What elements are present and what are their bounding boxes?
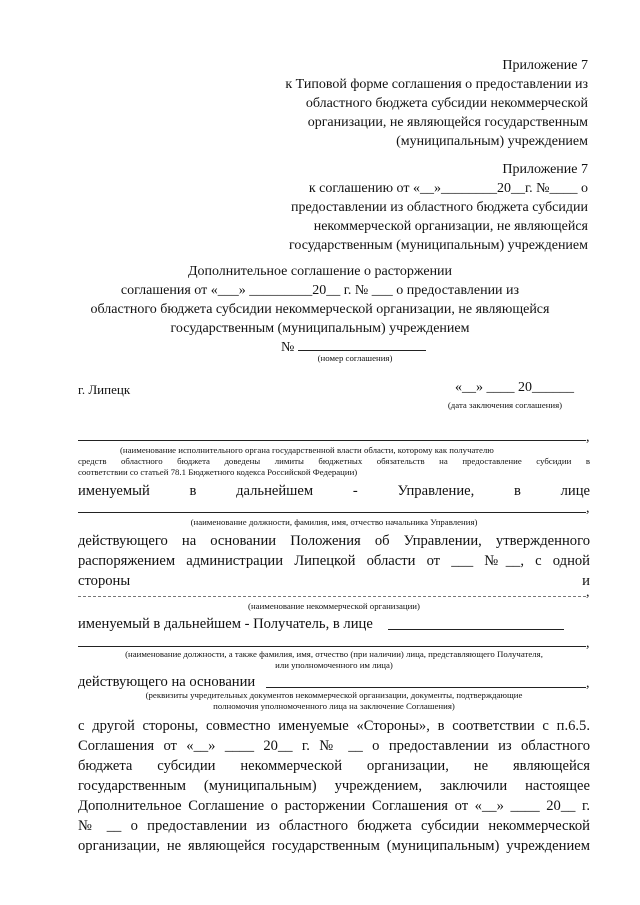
appendix-2-line: к соглашению от «__»________20__г. №____ о: [308, 181, 588, 196]
documents-caption-line: (реквизиты учредительных документов некоммерческой организации, документы, подтверждающие: [145, 690, 523, 700]
appendix-1-block: [285, 56, 588, 151]
appendix-2-line: государственным (муниципальным) учреждением: [289, 238, 588, 253]
head-name-field[interactable]: [78, 512, 586, 513]
named-upravlenie-line: именуемый в дальнейшем - Управление, в лице: [78, 483, 590, 499]
representative-name-field[interactable]: [78, 646, 586, 647]
final-paragraph-line: с другой стороны, совместно именуемые «Стороны», в соответствии с п.6.5.: [78, 718, 590, 734]
appendix-1-title: Приложение 7: [502, 58, 588, 73]
acting-basis-line: действующего на основании: [78, 674, 256, 690]
final-paragraph-line: № __ о предоставлении из областного бюджета субсидии некоммерческой: [78, 818, 590, 834]
trailing-comma: ,: [586, 430, 590, 445]
authority-caption-line: средств областного бюджета доведены лимиты бюджетных обязательств на предоставление субсидии в: [78, 456, 590, 466]
acting-line: действующего на основании Положения об Управлении, утвержденного: [78, 533, 590, 549]
organization-caption: (наименование некоммерческой организации): [248, 601, 420, 611]
appendix-2-block: [289, 160, 588, 255]
place-city: г. Липецк: [78, 382, 131, 397]
authority-caption-line: (наименование исполнительного органа государственной власти области, которому как получателю: [120, 445, 494, 455]
acting-line: стороны и: [78, 573, 590, 589]
named-recipient-line: именуемый в дальнейшем - Получатель, в лице: [78, 616, 373, 632]
appendix-1-line: организации, не являющейся государственным: [307, 115, 588, 130]
trailing-comma: ,: [586, 636, 590, 651]
appendix-1-line: (муниципальным) учреждением: [396, 134, 588, 149]
basis-documents-field[interactable]: [266, 687, 586, 688]
heading-line: соглашения от «___» _________20__ г. № ___ о предоставлении из: [120, 283, 520, 298]
final-paragraph-line: Дополнительное Соглашение о расторжении Соглашения от «__» ____ 20__ г.: [78, 798, 590, 814]
final-paragraph-line: Соглашения от «__» ____ 20__ г. № __ о предоставлении из областного: [78, 738, 590, 754]
appendix-1-line: к Типовой форме соглашения о предоставлении из: [285, 77, 588, 92]
head-caption: (наименование должности, фамилия, имя, отчество начальника Управления): [190, 517, 478, 527]
representative-caption-line: или уполномоченного им лица): [275, 660, 393, 670]
authority-caption-line: соответствии со статьей 78.1 Бюджетного кодекса Российской Федерации): [78, 467, 358, 477]
trailing-comma: ,: [586, 501, 590, 516]
acting-line: распоряжением администрации Липецкой области от ___ №__, с одной: [78, 553, 590, 569]
final-paragraph-line: бюджета субсидии некоммерческой организации, не являющейся: [78, 758, 590, 774]
conclusion-date-field[interactable]: «__» ____ 20______: [455, 380, 574, 395]
authority-name-field[interactable]: [78, 440, 586, 441]
document-heading: [70, 262, 570, 338]
documents-caption-line: полномочия уполномоченного лица на заключение Соглашения): [213, 701, 455, 711]
trailing-comma: ,: [586, 585, 590, 600]
agreement-number-caption: (номер соглашения): [317, 353, 393, 363]
organization-name-field[interactable]: [78, 596, 586, 597]
conclusion-date-caption: (дата заключения соглашения): [447, 400, 563, 410]
trailing-comma: ,: [586, 676, 590, 691]
appendix-2-line: некоммерческой организации, не являющейся: [313, 219, 588, 234]
agreement-number-label: №: [281, 340, 295, 355]
heading-line: государственным (муниципальным) учреждением: [170, 321, 470, 336]
appendix-1-line: областного бюджета субсидии некоммерческой: [305, 96, 588, 111]
heading-line: областного бюджета субсидии некоммерческой организации, не являющейся: [90, 302, 550, 317]
appendix-2-title: Приложение 7: [502, 162, 588, 177]
representative-caption-line: (наименование должности, а также фамилия, имя, отчество (при наличии) лица, представляющего Получателя,: [125, 649, 543, 659]
final-paragraph-line: организации, не являющейся государственным (муниципальным) учреждением: [78, 838, 590, 854]
recipient-representative-field[interactable]: [388, 629, 564, 630]
agreement-number-field[interactable]: [298, 350, 426, 351]
final-paragraph-line: государственным (муниципальным) учреждением, заключили настоящее: [78, 778, 590, 794]
heading-line: Дополнительное соглашение о расторжении: [187, 264, 453, 279]
appendix-2-line: предоставлении из областного бюджета субсидии: [290, 200, 588, 215]
